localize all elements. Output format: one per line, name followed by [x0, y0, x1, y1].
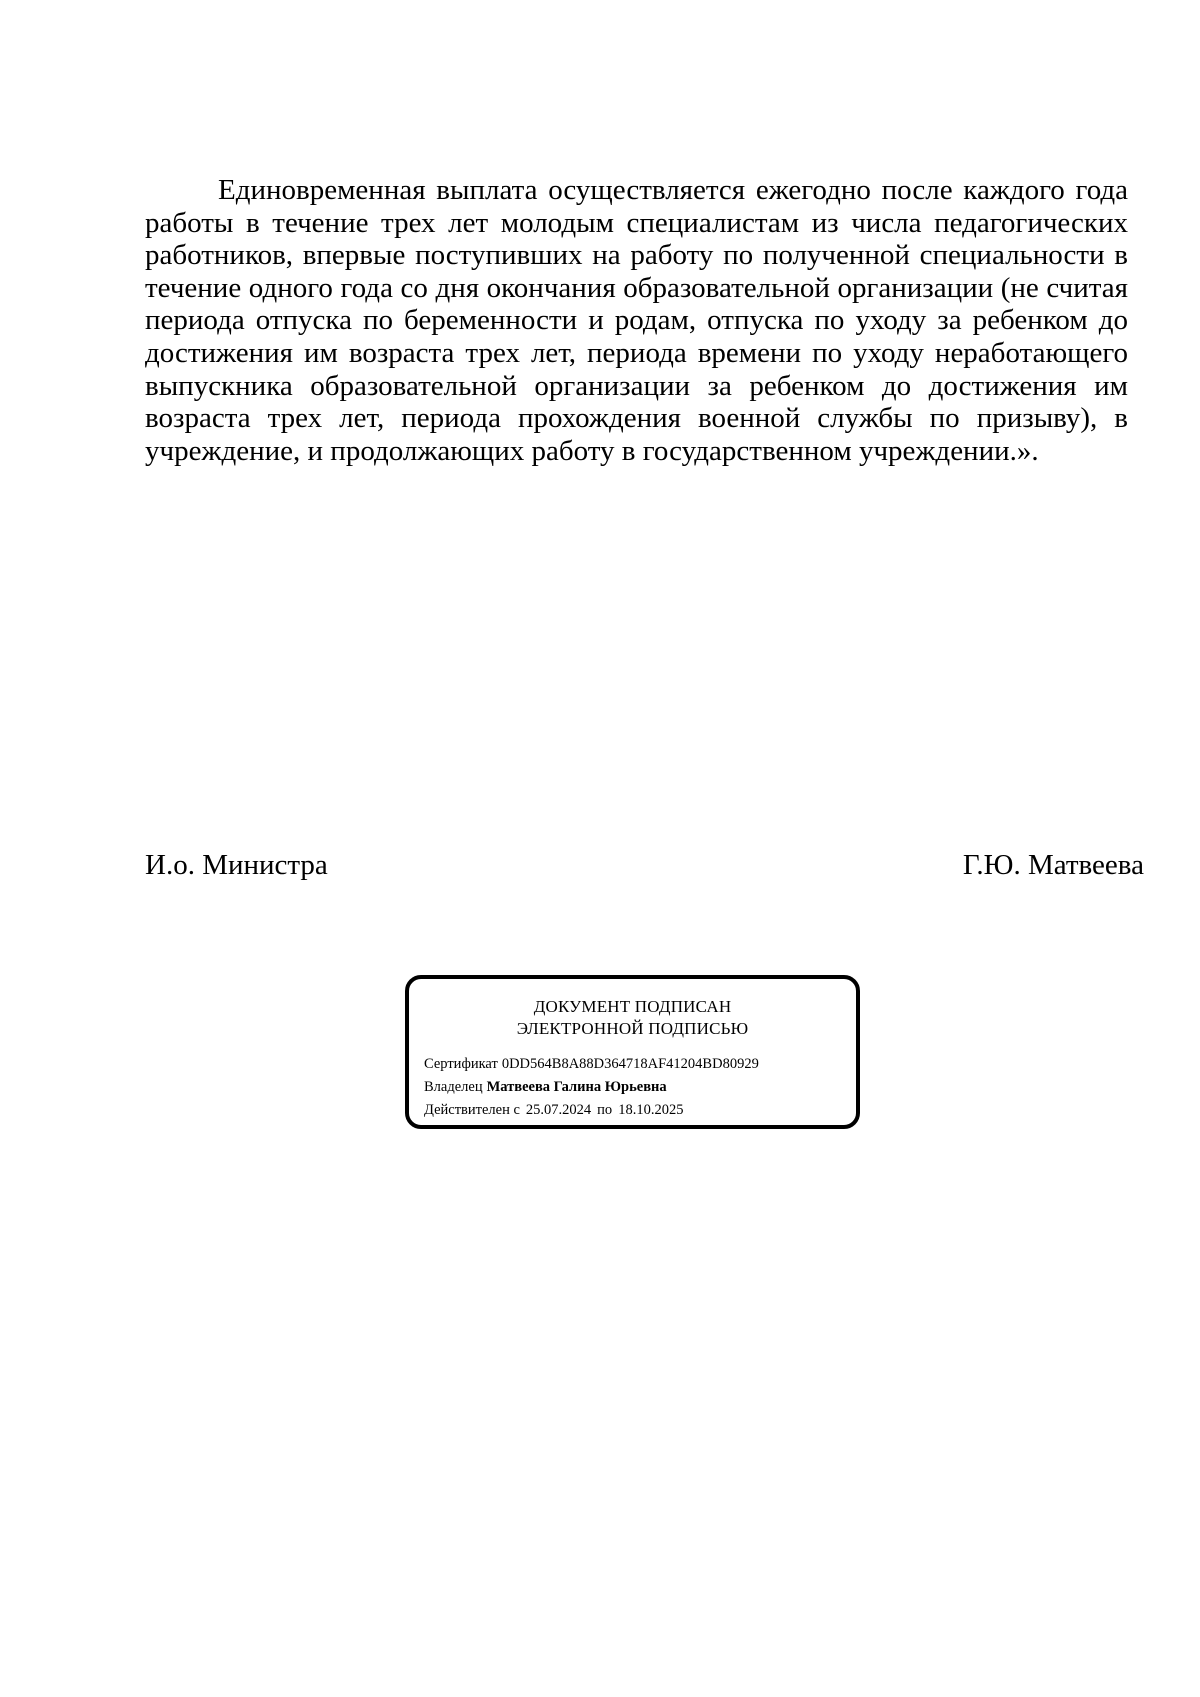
- stamp-heading-line-1: ДОКУМЕНТ ПОДПИСАН: [533, 997, 732, 1016]
- stamp-owner-row: [424, 1076, 759, 1099]
- stamp-details: [424, 1053, 759, 1122]
- valid-to: 18.10.2025: [618, 1102, 684, 1118]
- stamp-heading-line-2: ЭЛЕКТРОННОЙ ПОДПИСЬЮ: [516, 1019, 749, 1038]
- valid-label: Действителен с: [424, 1102, 520, 1118]
- valid-to-label: по: [597, 1102, 613, 1118]
- stamp-heading: [409, 996, 856, 1040]
- main-paragraph: Единовременная выплата осуществляется ежегодно после каждого года работы в течение трех лет молодым специалистам из числа педагогических работников, впервые поступивших на работу по полученной специальности в течение одного года со дня окончания образовательной организации (не считая периода отпуска по беременности и родам, отпуска по уходу за ребенком до достижения им возраста трех лет, периода времени по уходу неработающего выпускника образовательной организации за ребенком до достижения им возраста трех лет, периода прохождения военной службы по призыву), в учреждение, и продолжающих работу в государственном учреждении.».: [145, 174, 1128, 467]
- owner-value: Матвеева Галина Юрьевна: [486, 1079, 667, 1095]
- signature-block: [145, 848, 1144, 888]
- signer-position: И.о. Министра: [145, 849, 328, 881]
- certificate-value: 0DD564B8A88D364718AF41204BD80929: [501, 1056, 759, 1072]
- stamp-certificate-row: [424, 1053, 759, 1076]
- owner-label: Владелец: [424, 1079, 483, 1095]
- signer-name: Г.Ю. Матвеева: [962, 849, 1144, 881]
- valid-from: 25.07.2024: [525, 1102, 592, 1118]
- stamp-validity-row: [424, 1099, 759, 1122]
- certificate-label: Сертификат: [424, 1056, 498, 1072]
- electronic-signature-stamp: [405, 975, 860, 1129]
